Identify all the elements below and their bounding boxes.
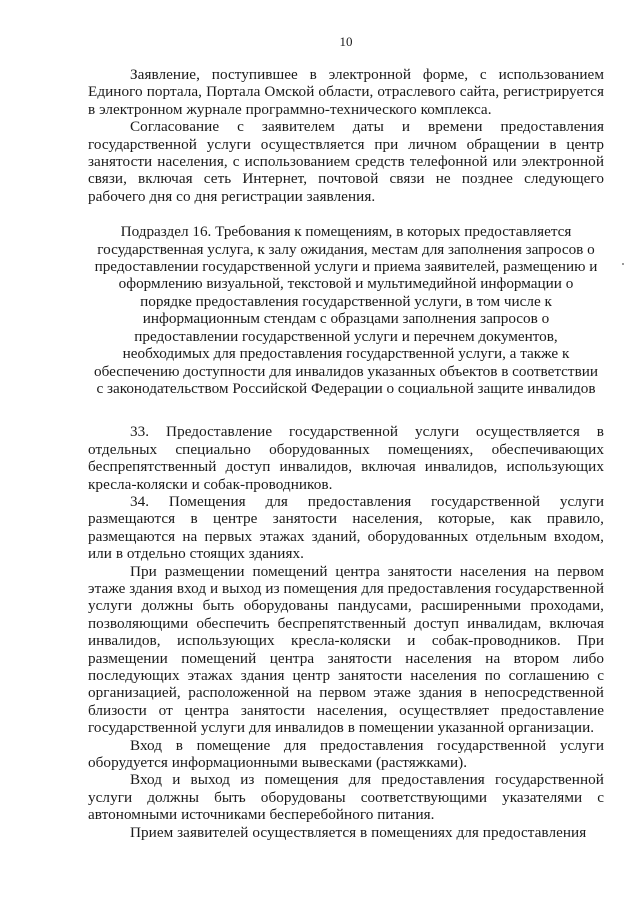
- heading-line: предоставлении государственной услуги и приема заявителей, размещению и: [94, 258, 598, 276]
- heading-line: обеспечению доступности для инвалидов указанных объектов в соответствии: [93, 362, 598, 380]
- paragraph-electronic-application: Заявление, поступившее в электронной форме, с использованием Единого портала, Портала Омской области, отраслевого сайта, регистрируется в электронном журнале программно-технического комплекса.: [88, 66, 604, 118]
- paragraph-date-agreement: Согласование с заявителем даты и времени предоставления государственной услуги осуществляется при личном обращении в центр занятости населения, с использованием средств телефонной или электронной связи, включая сеть Интернет, почтовой связи не позднее следующего рабочего дня со дня регистрации заявления.: [88, 118, 604, 205]
- heading-line: необходимых для предоставления государственной услуги, а также к: [122, 345, 570, 363]
- heading-line: Подраздел 16. Требования к помещениям, в которых предоставляется: [120, 223, 572, 241]
- paragraph-entrance-signage: Вход в помещение для предоставления государственной услуги оборудуется информационными вывесками (растяжками).: [88, 736, 604, 772]
- page-number: 10: [339, 34, 353, 49]
- paragraph-34: 34. Помещения для предоставления государственной услуги размещаются в центре занятости населения, которые, как правило, размещаются на первых этажах зданий, оборудованных отдельным входом, или в отдельно стоящих зданиях.: [88, 492, 604, 563]
- section-heading-16: [88, 223, 604, 397]
- paragraph-first-floor-placement: При размещении помещений центра занятости населения на первом этаже здания вход и выход из помещения для предоставления государственной услуги должны быть оборудованы пандусами, расширенными проходами, позволяющими обеспечить беспрепятственный доступ инвалидам, включая инвалидов, использующих кресла-коляски и собак-проводников. При размещении помещений центра занятости населения на втором либо последующих этажах здания центр занятости населения по соглашению с организацией, расположенной на первом этаже здания в непосредственной близости от центра занятости населения, осуществляет предоставление государственной услуги для инвалидов в помещении указанной организации.: [88, 562, 604, 737]
- heading-line: порядке предоставления государственной услуги, в том числе к: [140, 292, 552, 310]
- heading-line: с законодательством Российской Федерации о социальной защите инвалидов: [96, 379, 596, 397]
- heading-line: оформлению визуальной, текстовой и мультимедийной информации о: [118, 275, 574, 293]
- paragraph-33: 33. Предоставление государственной услуги осуществляется в отдельных специально оборудованных помещениях, обеспечивающих беспрепятственный доступ инвалидов, включая инвалидов, использующих кресла-коляски и собак-проводников.: [88, 423, 604, 493]
- heading-line: информационным стендам с образцами заполнения запросов о: [142, 310, 550, 328]
- paragraph-entrance-indicators: Вход и выход из помещения для предоставления государственной услуги должны быть оборудованы соответствующими указателями с автономными источниками бесперебойного питания.: [88, 771, 604, 824]
- scan-speck: [622, 263, 624, 265]
- heading-line: предоставлении государственной услуги и перечнем документов,: [134, 327, 558, 345]
- heading-line: государственная услуга, к залу ожидания, местам для заполнения запросов о: [97, 240, 595, 258]
- paragraph-reception: Прием заявителей осуществляется в помещениях для предоставления: [130, 823, 587, 841]
